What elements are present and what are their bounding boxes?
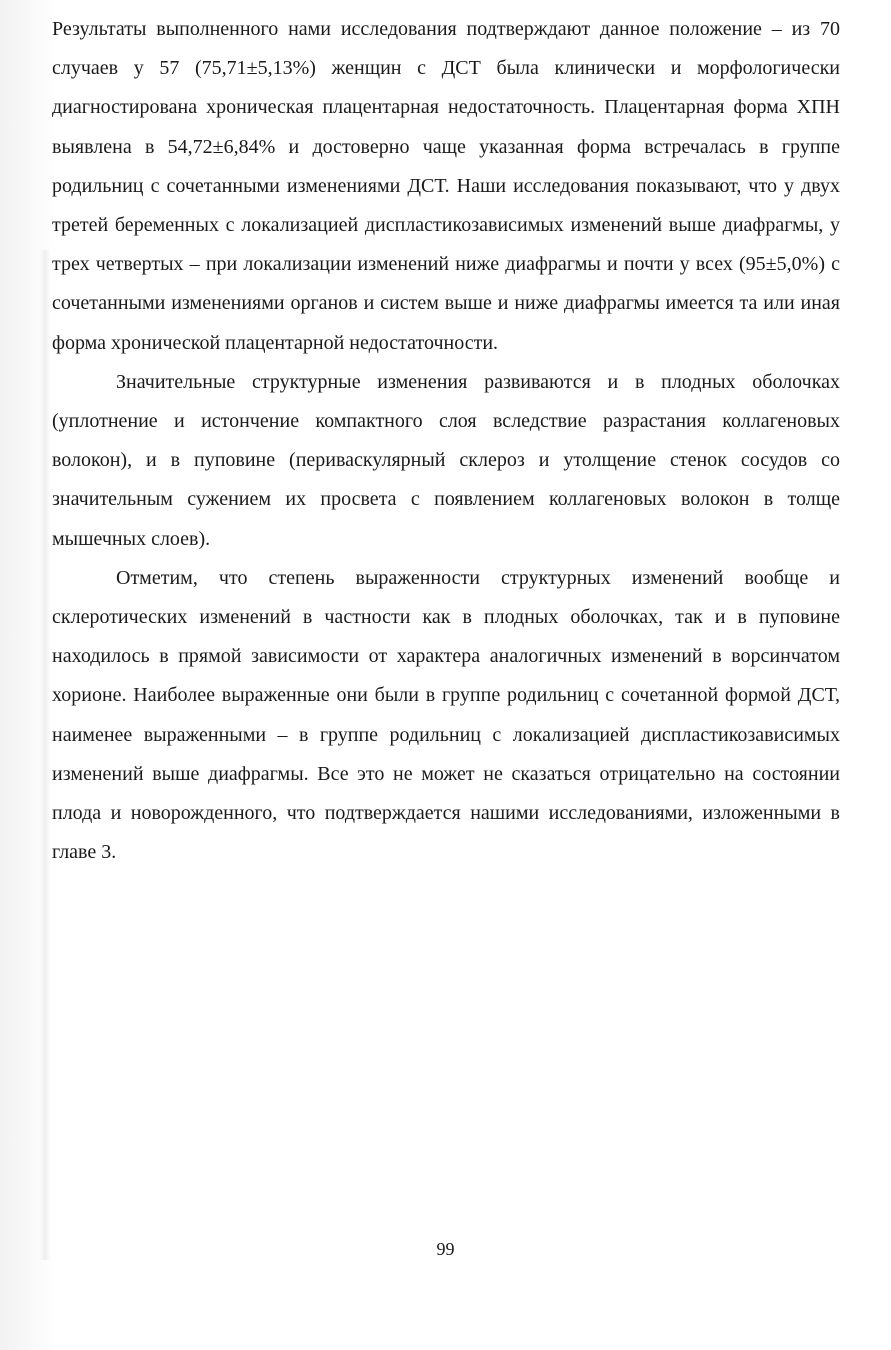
page-number: 99 bbox=[436, 1239, 455, 1259]
paragraph-2: Значительные структурные изменения развиваются и в плодных оболочках (уплотнение и истончение компактного слоя вследствие разрастания коллагеновых волокон), и в пуповине (периваскулярный склероз и утолщение стенок сосудов со значительным сужением их просвета с появлением коллагеновых волокон в толще мышечных слоев). bbox=[52, 370, 840, 550]
body-text bbox=[52, 10, 840, 872]
paragraph-3: Отметим, что степень выраженности структурных изменений вообще и склеротических изменений в частности как в плодных оболочках, так и в пуповине находилось в прямой зависимости от характера аналогичных изменений в ворсинчатом хорионе. Наиболее выраженные они были в группе родильниц с сочетанной формой ДСТ, наименее выраженными – в группе родильниц с локализацией диспластикозависимых изменений выше диафрагмы. Все это не может не сказаться отрицательно на состоянии плода и новорожденного, что подтверждается нашими исследованиями, изложенными в главе 3. bbox=[52, 566, 840, 864]
paragraph-1: Результаты выполненного нами исследования подтверждают данное положение – из 70 случаев у 57 (75,71±5,13%) женщин с ДСТ была клинически и морфологически диагностирована хроническая плацентарная недостаточность. Плацентарная форма ХПН выявлена в 54,72±6,84% и достоверно чаще указанная форма встречалась в группе родильниц с сочетанными изменениями ДСТ. Наши исследования показывают, что у двух третей беременных с локализацией диспластикозависимых изменений выше диафрагмы, у трех четвертых – при локализации изменений ниже диафрагмы и почти у всех (95±5,0%) с сочетанными изменениями органов и систем выше и ниже диафрагмы имеется та или иная форма хронической плацентарной недостаточности. bbox=[52, 18, 840, 354]
scan-shadow-edge bbox=[0, 0, 58, 1350]
